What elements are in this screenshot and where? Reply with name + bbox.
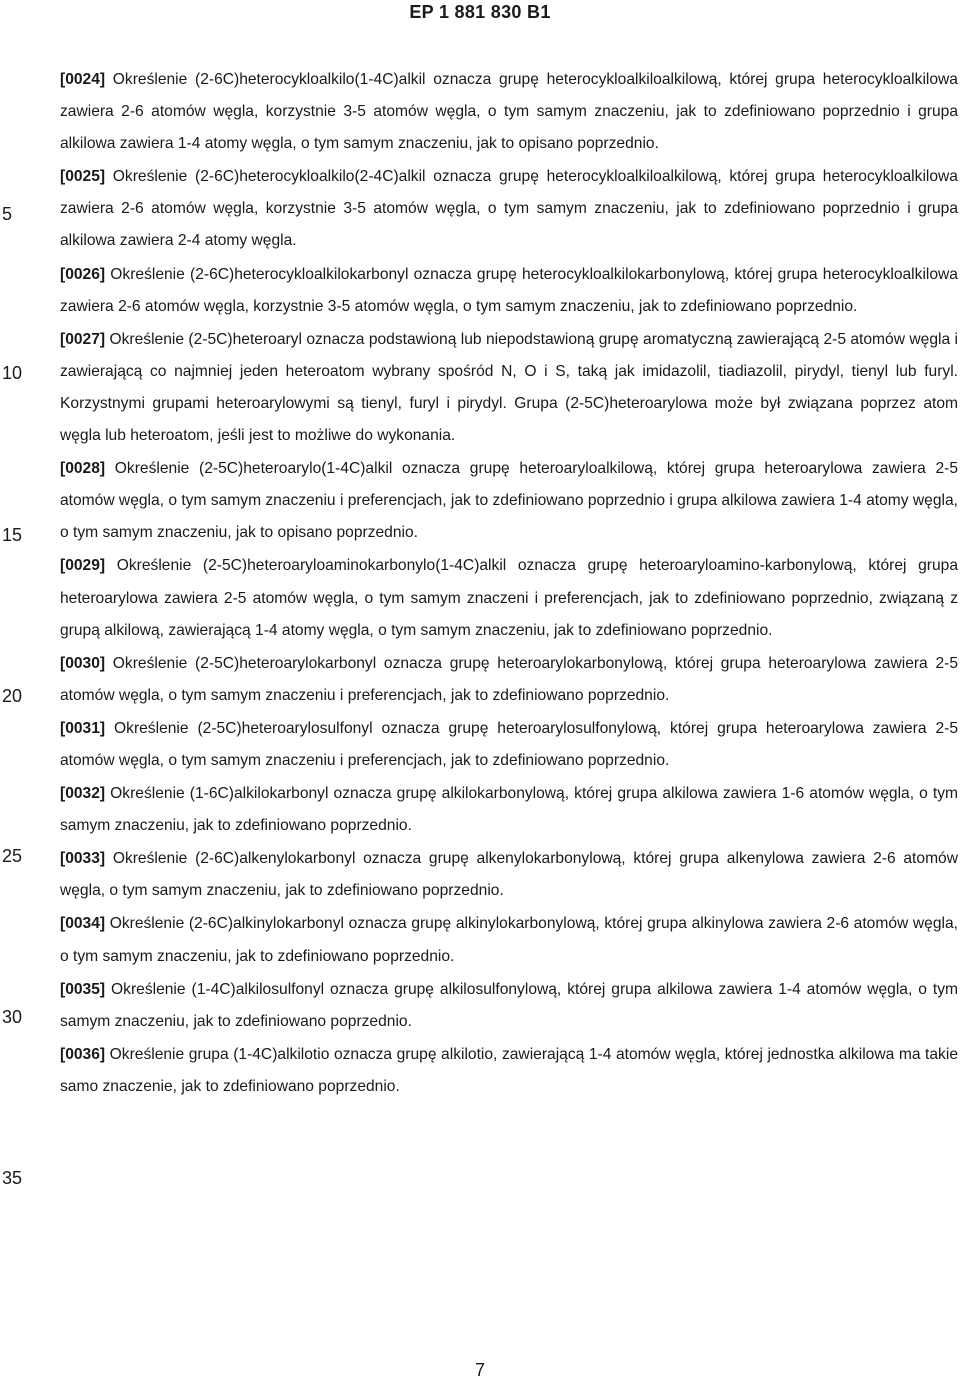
paragraph-text: Określenie (1-4C)alkilosulfonyl oznacza grupę alkilosulfonylową, której grupa alkilowa zawiera 1-4 atomów węgla, o tym samym znaczeniu, jak to zdefiniowano poprzednio. [60, 980, 958, 1030]
paragraph-text: Określenie (2-5C)heteroarylo(1-4C)alkil oznacza grupę heteroaryloalkilową, której grupa heteroarylowa zawiera 2-5 atomów węgla, o tym samym znaczeniu i preferencjach, jak to zdefiniowano poprzednio i grupa alkilowa zawiera 1-4 atomy węgla, o tym samym znaczeniu, jak to opisano poprzednio. [60, 460, 958, 542]
paragraph [60, 324, 958, 452]
paragraph [60, 453, 958, 549]
document-body [60, 64, 958, 1104]
line-number: 10 [2, 363, 23, 383]
paragraph [60, 908, 958, 972]
paragraph-number: [0026] [60, 265, 106, 283]
paragraph [60, 843, 958, 907]
paragraph-number: [0029] [60, 557, 106, 575]
paragraph-text: Określenie (2-6C)alkinylokarbonyl oznacza grupę alkinylokarbonylową, której grupa alkinylowa zawiera 2-6 atomów węgla, o tym samym znaczeniu, jak to zdefiniowano poprzednio. [60, 915, 958, 965]
paragraph-text: Określenie (2-5C)heteroarylokarbonyl oznacza grupę heteroarylokarbonylową, której grupa heteroarylowa zawiera 2-5 atomów węgla, o tym samym znaczeniu i preferencjach, jak to zdefiniowano poprzednio. [60, 654, 958, 704]
paragraph [60, 1039, 958, 1103]
paragraph-text: Określenie (2-5C)heteroaryl oznacza podstawioną lub niepodstawioną grupę aromatyczną zawierającą 2-5 atomów węgla i zawierającą co najmniej jeden heteroatom wybrany spośród N, O i S, taką jak imidazolil, tiadiazolil, pirydyl, tienyl lub furyl. Korzystnymi grupami heteroarylowymi są tienyl, furyl i pirydyl. Grupa (2-5C)heteroarylowa może był związana poprzez atom węgla lub heteroatom, jeśli jest to możliwe do wykonania. [60, 330, 958, 445]
paragraph-number: [0034] [60, 915, 106, 933]
paragraph-number: [0030] [60, 654, 106, 672]
line-number-margin [0, 0, 40, 1383]
paragraph [60, 64, 958, 160]
paragraph-text: Określenie (2-6C)heterocykloalkilo(1-4C)alkil oznacza grupę heterocykloalkiloalkilową, której grupa heterocykloalkilowa zawiera 2-6 atomów węgla, korzystnie 3-5 atomów węgla, o tym samym znaczeniu, jak to zdefiniowano poprzednio i grupa alkilowa zawiera 1-4 atomy węgla, o tym samym znaczeniu, jak to opisano poprzednio. [60, 71, 958, 153]
paragraph [60, 713, 958, 777]
paragraph-number: [0033] [60, 850, 106, 868]
paragraph [60, 974, 958, 1038]
paragraph [60, 161, 958, 257]
paragraph-number: [0036] [60, 1045, 106, 1063]
paragraph-number: [0025] [60, 168, 106, 186]
paragraph-text: Określenie (2-6C)alkenylokarbonyl oznacza grupę alkenylokarbonylową, której grupa alkenylowa zawiera 2-6 atomów węgla, o tym samym znaczeniu, jak to zdefiniowano poprzednio. [60, 850, 958, 900]
line-number: 20 [2, 686, 23, 706]
paragraph [60, 778, 958, 842]
paragraph [60, 648, 958, 712]
paragraph-number: [0031] [60, 719, 106, 737]
paragraph-number: [0032] [60, 785, 106, 803]
line-number: 25 [2, 846, 23, 866]
line-number: 35 [2, 1168, 23, 1188]
paragraph-text: Określenie grupa (1-4C)alkilotio oznacza grupę alkilotio, zawierającą 1-4 atomów węgla, której jednostka alkilowa ma takie samo znaczenie, jak to zdefiniowano poprzednio. [60, 1045, 958, 1095]
paragraph-number: [0028] [60, 460, 106, 478]
paragraph-text: Określenie (1-6C)alkilokarbonyl oznacza grupę alkilokarbonylową, której grupa alkilowa zawiera 1-6 atomów węgla, o tym samym znaczeniu, jak to zdefiniowano poprzednio. [60, 785, 958, 835]
paragraph-number: [0024] [60, 71, 106, 88]
line-number: 30 [2, 1007, 23, 1027]
paragraph-number: [0035] [60, 980, 106, 998]
paragraph-text: Określenie (2-5C)heteroarylosulfonyl oznacza grupę heteroarylosulfonylową, której grupa heteroarylowa zawiera 2-5 atomów węgla, o tym samym znaczeniu i preferencjach, jak to zdefiniowano poprzednio. [60, 719, 958, 769]
line-number: 5 [2, 204, 13, 224]
paragraph [60, 259, 958, 323]
document-header: EP 1 881 830 B1 [409, 2, 551, 22]
paragraph-text: Określenie (2-6C)heterocykloalkilokarbonyl oznacza grupę heterocykloalkilokarbonylową, której grupa heterocykloalkilowa zawiera 2-6 atomów węgla, korzystnie 3-5 atomów węgla, o tym samym znaczeniu, jak to zdefiniowano poprzednio. [60, 265, 958, 315]
paragraph-text: Określenie (2-5C)heteroaryloaminokarbonylo(1-4C)alkil oznacza grupę heteroaryloamino-karbonylową, której grupa heteroarylowa zawiera 2-5 atomów węgla, o tym samym znaczeni i preferencjach, jak to zdefiniowano poprzednio, związaną z grupą alkilową, zawierającą 1-4 atomy węgla, o tym samym znaczeniu, jak to zdefiniowano poprzednio. [60, 557, 958, 639]
line-number: 15 [2, 525, 23, 545]
paragraph-text: Określenie (2-6C)heterocykloalkilo(2-4C)alkil oznacza grupę heterocykloalkiloalkilową, której grupa heterocykloalkilowa zawiera 2-6 atomów węgla, korzystnie 3-5 atomów węgla, o tym samym znaczeniu, jak to zdefiniowano poprzednio i grupa alkilowa zawiera 2-4 atomy węgla. [60, 168, 958, 250]
page-number: 7 [474, 1360, 485, 1380]
paragraph-number: [0027] [60, 330, 106, 348]
paragraph [60, 550, 958, 646]
